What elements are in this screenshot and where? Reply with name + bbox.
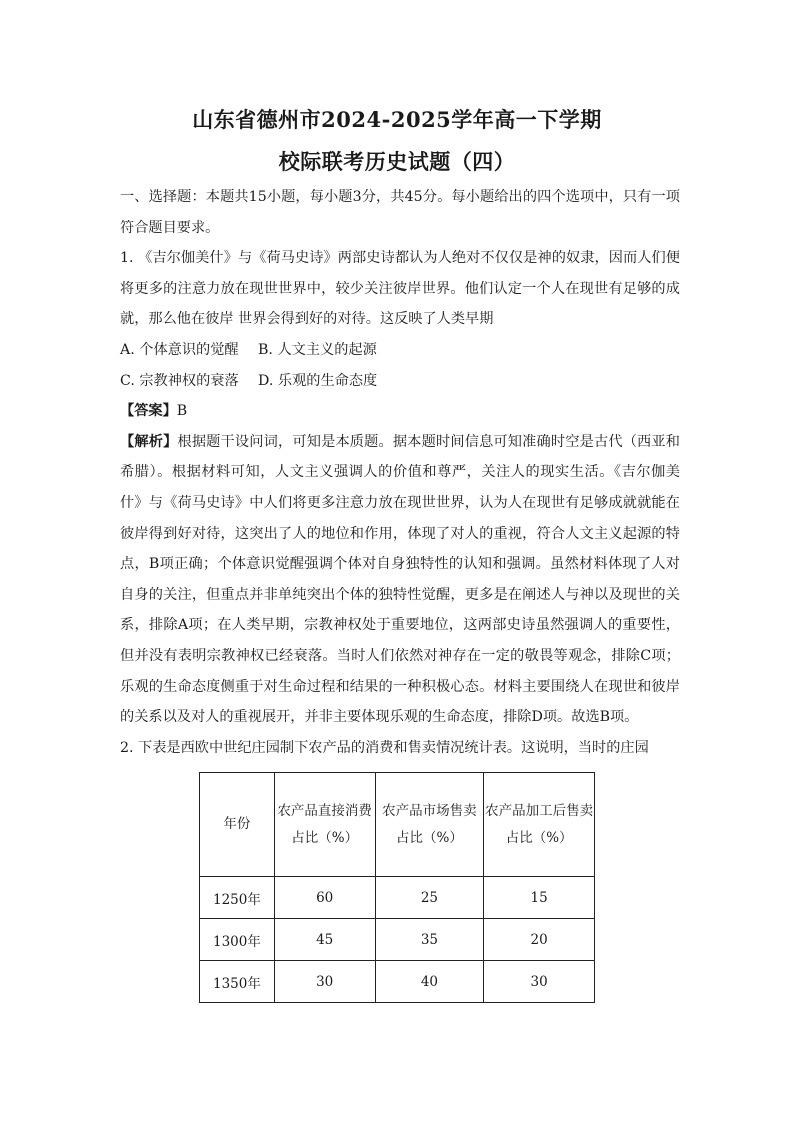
table-cell: 60 [274,877,375,919]
table-header-row [200,773,595,877]
table-cell: 15 [484,877,595,919]
table-cell: 25 [375,877,484,919]
analysis-text: 根据题干设问词，可知是本质题。据本题时间信息可知准确时空是古代（西亚和希腊）。根据材料可知，人文主义强调人的价值和尊严，关注人的现实生活。《吉尔伽美什》与《荷马史诗》中人们将更多注意力放在现世世界，认为人在现世有足够成就就能在彼岸得到好对待，这突出了人的地位和作用，体现了对人的重视，符合人文主义起源的特点，B项正确；个体意识觉醒强调个体对自身独特性的认知和强调。虽然材料体现了人对自身的关注，但重点并非单纯突出个体的独特性觉醒，更多是在阐述人与神以及现世的关系，排除A项；在人类早期，宗教神权处于重要地位，这两部史诗虽然强调人的重要性，但并没有表明宗教神权已经衰落。当时人们依然对神存在一定的敬畏等观念，排除C项；乐观的生命态度侧重于对生命过程和结果的一种积极心态。材料主要围绕人在现世和彼岸的关系以及对人的重视展开，并非主要体现乐观的生命态度，排除D项。故选B项。 [120,433,680,726]
table-row [200,919,595,961]
table-cell: 40 [375,961,484,1003]
exam-title: 山东省德州市2024-2025学年高一下学期 [192,107,602,132]
option-a: A. 个体意识的觉醒 [120,341,239,358]
exam-body [120,182,680,763]
table-header-cell: 农产品直接消费占比（%） [274,773,375,877]
question-2-table [199,772,595,1003]
question-1-options-row-2 [120,366,680,397]
table-cell: 20 [484,919,595,961]
table-cell: 35 [375,919,484,961]
table-row [200,877,595,919]
answer-value: B [176,403,188,420]
table-row [200,961,595,1003]
question-1-stem: 1. 《吉尔伽美什》与《荷马史诗》两部史诗都认为人绝对不仅仅是神的奴隶，因而人们便将更多的注意力放在现世世界中，较少关注彼岸世界。他们认定一个人在现世有足够的成就，那么他在彼岸 世界会得到好的对待。这反映了人类早期 [120,250,680,328]
analysis-label: 【解析】 [120,433,178,450]
table-cell: 1300年 [200,919,275,961]
table-cell: 1250年 [200,877,275,919]
table-header-cell: 农产品加工后售卖占比（%） [484,773,595,877]
question-1-options-row-1 [120,335,680,366]
option-c: C. 宗教神权的衰落 [120,372,239,389]
question-1-answer [120,396,680,427]
table-cell: 30 [484,961,595,1003]
table-header-cell: 农产品市场售卖占比（%） [375,773,484,877]
exam-subtitle: 校际联考历史试题（四） [278,149,516,174]
table-cell: 45 [274,919,375,961]
section-instructions: 一、选择题：本题共15小题，每小题3分，共45分。每小题给出的四个选项中，只有一项符合题目要求。 [120,189,680,236]
table-header-cell: 年份 [200,773,275,877]
question-1-analysis [120,427,680,733]
table-cell: 1350年 [200,961,275,1003]
option-b: B. 人文主义的起源 [258,341,377,358]
option-d: D. 乐观的生命态度 [258,372,378,389]
question-2-stem: 2. 下表是西欧中世纪庄园制下农产品的消费和售卖情况统计表。这说明，当时的庄园 [120,739,649,756]
answer-label: 【答案】 [120,403,177,420]
table-cell: 30 [274,961,375,1003]
